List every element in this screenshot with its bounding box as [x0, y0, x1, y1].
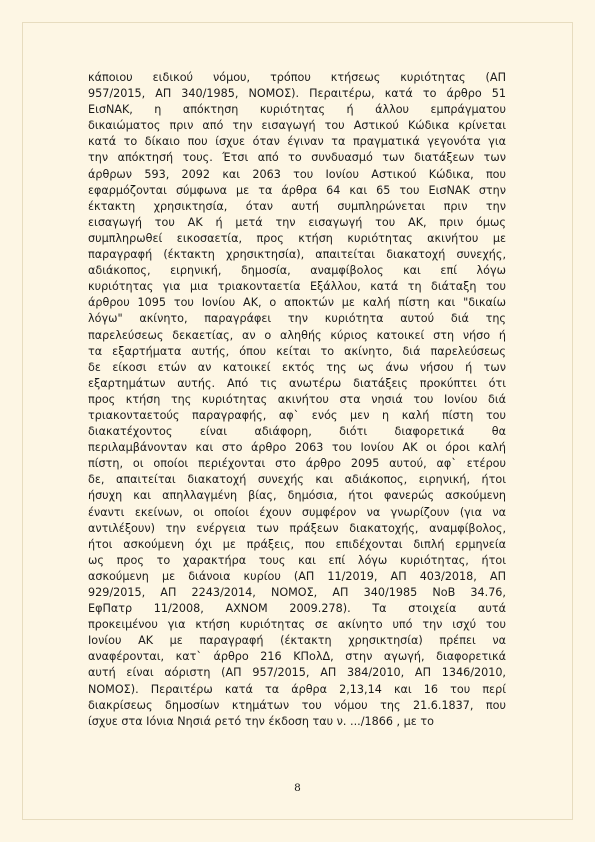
text-line: έκτακτη χρησικτησία, όταν αυτή συμπληρώνεται πριν την: [88, 199, 506, 213]
text-line: ΝΟΜΟΣ). Περαιτέρω κατά τα άρθρα 2,13,14 και 16 του περί: [88, 682, 506, 696]
text-line: αυτή είναι αόριστη (ΑΠ 957/2015, ΑΠ 384/2010, ΑΠ 1346/2010,: [88, 666, 506, 680]
text-line: την απόκτησή τους. Έτσι από το συνδυασμό των διατάξεων των: [88, 151, 506, 165]
text-line: εξαρτημάτων αυτής. Από τις ανωτέρω διατάξεις προκύπτει ότι: [88, 376, 506, 390]
text-line: συμπληρωθεί εικοσαετία, προς κτήση κυριότητας ακινήτου με: [88, 231, 506, 245]
body-text: [88, 70, 506, 730]
text-line: παραγραφή (έκτακτη χρησικτησία), απαιτείται διακατοχή συνεχής,: [88, 248, 506, 262]
text-line: έναντι εκείνων, οι οποίοι έχουν συμφέρον να γνωρίζουν (για να: [88, 505, 506, 519]
text-line: αναφέρονται, κατ` άρθρο 216 ΚΠολΔ, στην αγωγή, διαφορετικά: [88, 650, 506, 664]
text-line: 929/2015, ΑΠ 2243/2014, ΝΟΜΟΣ, ΑΠ 340/1985 ΝοΒ 34.76,: [88, 586, 506, 599]
text-line: παρελεύσεως δεκαετίας, αν ο αληθής κύριος κατοικεί στη νήσο ή: [88, 328, 506, 342]
text-line: άρθρων 593, 2092 και 2063 του Ιονίου Αστικού Κώδικα, που: [88, 167, 506, 181]
text-line: ίσχυε στα Ιόνια Νησιά ρετό την έκδοση ταυ ν. .../1866 , με το: [88, 714, 434, 728]
text-line: αδιάκοπος, ειρηνική, δημοσία, αναμφίβολος και επί λόγω: [88, 264, 506, 278]
text-line: ήσυχη και απηλλαγμένη βίας, δημόσια, ήτοι φανερώς ασκούμενη: [88, 489, 506, 503]
text-line: δικαιώματος πριν από την εισαγωγή του Αστικού Κώδικα κρίνεται: [88, 119, 506, 133]
text-line: προκειμένου για κτήση κυριότητας σε ακίνητο υπό την ισχύ του: [88, 618, 506, 632]
text-line: ως προς το χαρακτήρα τους και επί λόγω κυριότητας, ήτοι: [88, 553, 506, 567]
page-number: 8: [294, 782, 301, 794]
text-line: διακρίσεως δημοσίων κτημάτων του νόμου της 21.6.1837, που: [88, 698, 506, 712]
text-line: κάποιου ειδικού νόμου, τρόπου κτήσεως κυριότητας (ΑΠ: [88, 71, 506, 84]
text-line: τριακονταετούς παραγραφής, αφ` ενός μεν η καλή πίστη του: [88, 408, 506, 422]
text-line: δε είκοσι ετών αν κατοικεί εκτός της ως άνω νήσου ή των: [88, 360, 506, 374]
text-line: Ιονίου ΑΚ με παραγραφή (έκτακτη χρησικτησία) πρέπει να: [88, 634, 506, 648]
text-line: τα εξαρτήματα αυτής, όπου κείται το ακίνητο, διά παρελεύσεως: [88, 344, 506, 358]
text-line: κυριότητας για μια τριακονταετία Εξάλλου, κατά τη διάταξη του: [88, 280, 506, 294]
text-line: άρθρου 1095 του Ιονίου ΑΚ, ο αποκτών με καλή πίστη και "δικαίω: [88, 296, 506, 310]
text-line: ΕισΝΑΚ, η απόκτηση κυριότητας ή άλλου εμπράγματου: [88, 103, 506, 117]
text-line: δε, απαιτείται διακατοχή συνεχής και αδιάκοπος, ειρηνική, ήτοι: [88, 473, 506, 487]
text-line: εισαγωγή του ΑΚ ή μετά την εισαγωγή του ΑΚ, πριν όμως: [88, 215, 506, 229]
text-line: πίστη, οι οποίοι περιέχονται στο άρθρο 2095 αυτού, αφ` ετέρου: [88, 457, 506, 471]
text-line: κατά το δίκαιο που ίσχυε όταν έγιναν τα πραγματικά γεγονότα για: [88, 135, 506, 149]
text-line: περιλαμβάνονταν και στο άρθρο 2063 του Ιονίου ΑΚ οι όροι καλή: [88, 441, 506, 455]
text-line: ασκούμενη με διάνοια κυρίου (ΑΠ 11/2019, ΑΠ 403/2018, ΑΠ: [88, 569, 506, 583]
text-line: ΕφΠατρ 11/2008, ΑΧΝΟΜ 2009.278). Τα στοιχεία αυτά: [88, 602, 506, 616]
text-line: εφαρμόζονται σύμφωνα με τα άρθρα 64 και 65 του ΕισΝΑΚ στην: [88, 183, 506, 197]
text-line: προς κτήση της κυριότητας ακινήτου στα νησιά του Ιονίου διά: [88, 392, 506, 406]
text-line: διακατέχοντος είναι αδιάφορη, διότι διαφορετικά θα: [88, 425, 506, 439]
text-line: αντιλέξουν) την ενέργεια των πράξεων διακατοχής, αναμφίβολος,: [88, 521, 506, 535]
text-line: ήτοι ασκούμενη όχι με πράξεις, που επιδέχονται διπλή ερμηνεία: [88, 537, 506, 551]
text-line: 957/2015, ΑΠ 340/1985, ΝΟΜΟΣ). Περαιτέρω, κατά το άρθρο 51: [88, 87, 506, 101]
text-line: λόγω" ακίνητο, παραγράφει την κυριότητα αυτού διά της: [88, 312, 506, 326]
